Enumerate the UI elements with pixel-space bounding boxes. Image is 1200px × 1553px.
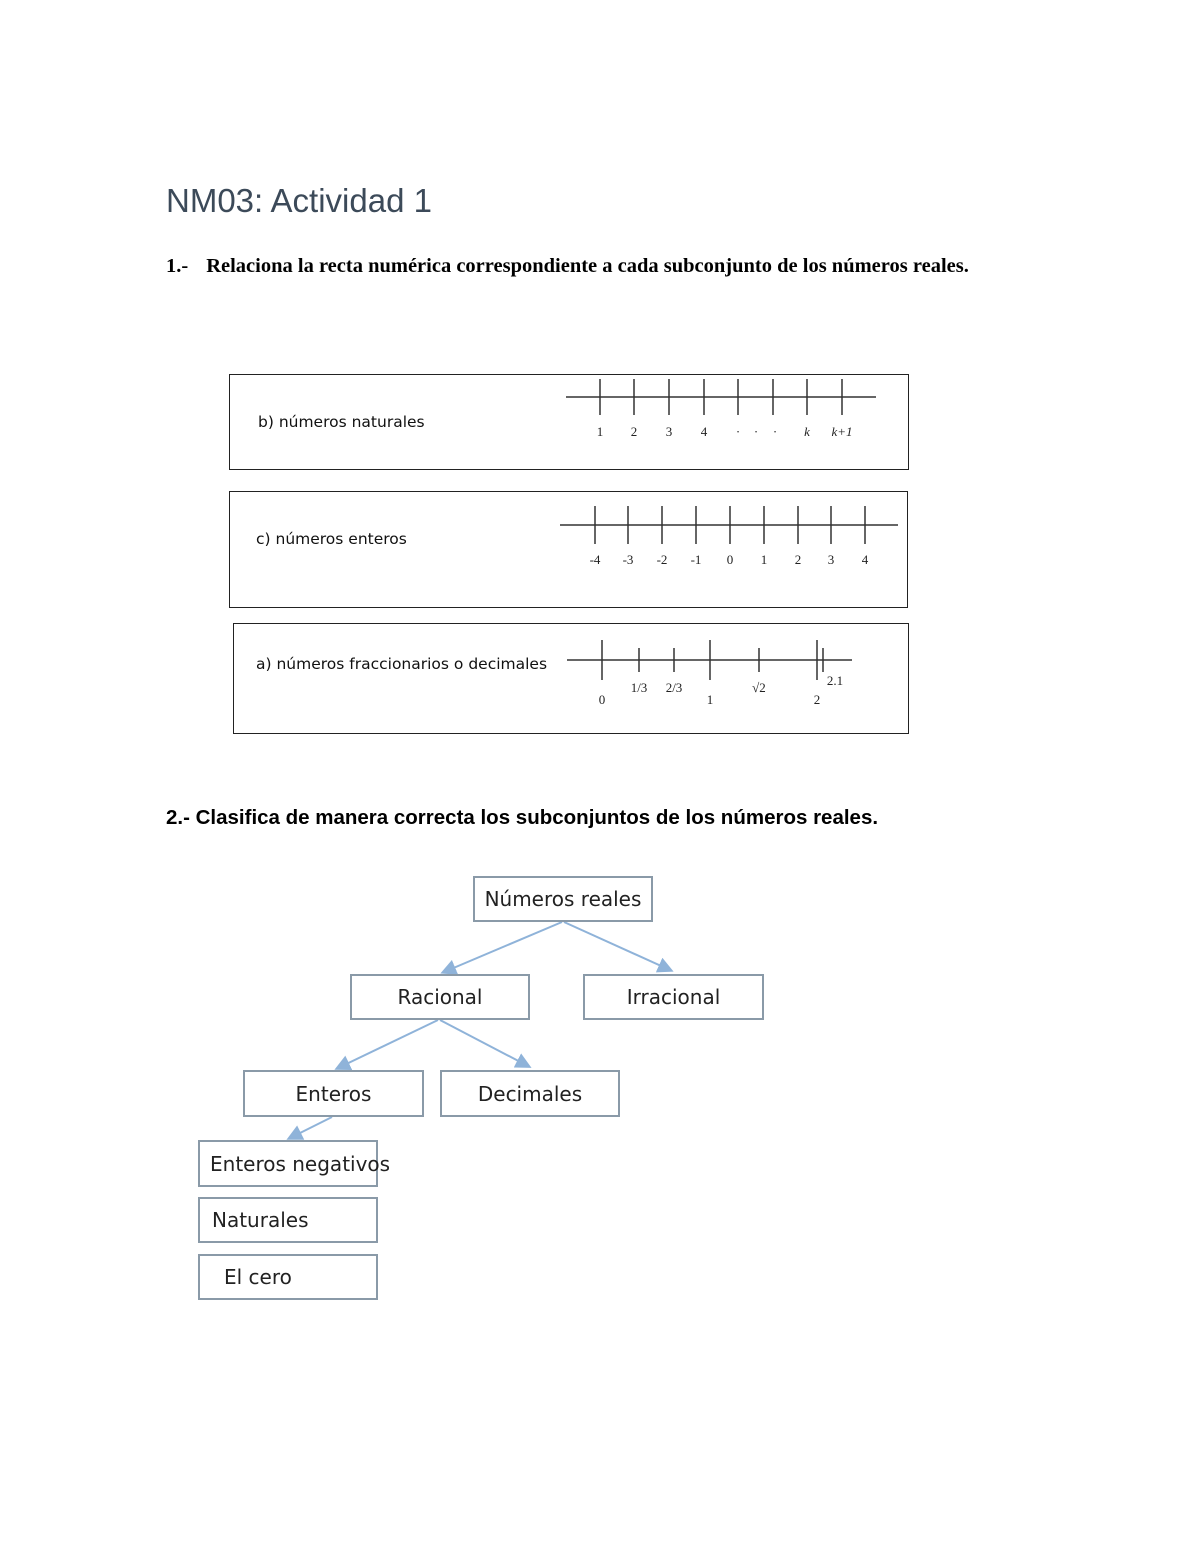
tick-label: 3 — [827, 552, 835, 567]
tick-label: 1 — [760, 552, 768, 567]
tick-label: 4 — [700, 424, 708, 439]
tick-label: -3 — [622, 552, 634, 567]
number-line-label: b) números naturales — [258, 413, 425, 431]
node-decimales: Decimales — [440, 1070, 620, 1117]
arrow-racional-enteros — [338, 1020, 438, 1068]
tick-label: 0 — [726, 552, 734, 567]
arrow-racional-decimales — [440, 1020, 528, 1066]
tick-label: 0 — [598, 692, 606, 707]
arrow-enteros-negativos — [290, 1117, 332, 1138]
page-title: NM03: Actividad 1 — [166, 182, 432, 219]
tick-label: · — [753, 424, 759, 439]
tick-label: · — [772, 424, 778, 439]
tick-label: 3 — [665, 424, 673, 439]
tick-label: 4 — [861, 552, 869, 567]
node-irracional: Irracional — [583, 974, 764, 1020]
tick-label: √2 — [752, 680, 766, 695]
tick-label: 2.1 — [826, 673, 844, 688]
tick-label: 2 — [813, 692, 821, 707]
tick-label: 1 — [706, 692, 714, 707]
node-racional: Racional — [350, 974, 530, 1020]
tick-label: 1/3 — [630, 680, 648, 695]
node-enteros: Enteros — [243, 1070, 424, 1117]
number-line-label: a) números fraccionarios o decimales — [256, 655, 548, 673]
tick-label: 2 — [794, 552, 802, 567]
node-naturales: Naturales — [198, 1197, 378, 1243]
node-el-cero: El cero — [198, 1254, 378, 1300]
question-1-text: Relaciona la recta numérica correspondiente a cada subconjunto de los números reales. — [206, 255, 969, 277]
tick-label: -1 — [690, 552, 702, 567]
question-1-number: 1.- — [166, 255, 189, 277]
node-numeros-reales: Números reales — [473, 876, 653, 922]
tick-label: -2 — [656, 552, 668, 567]
tick-label: 2 — [630, 424, 638, 439]
tick-label: · — [735, 424, 741, 439]
tick-label: 1 — [596, 424, 604, 439]
node-enteros-negativos: Enteros negativos — [198, 1140, 378, 1187]
arrow-root-racional — [444, 922, 562, 972]
tick-label: -4 — [589, 552, 601, 567]
question-2: 2.- Clasifica de manera correcta los subconjuntos de los números reales. — [166, 806, 879, 829]
arrow-root-irracional — [564, 922, 670, 970]
tick-label: k+1 — [831, 424, 853, 439]
tick-label: 2/3 — [665, 680, 683, 695]
tick-label: k — [804, 424, 810, 439]
number-line-label: c) números enteros — [256, 530, 407, 548]
